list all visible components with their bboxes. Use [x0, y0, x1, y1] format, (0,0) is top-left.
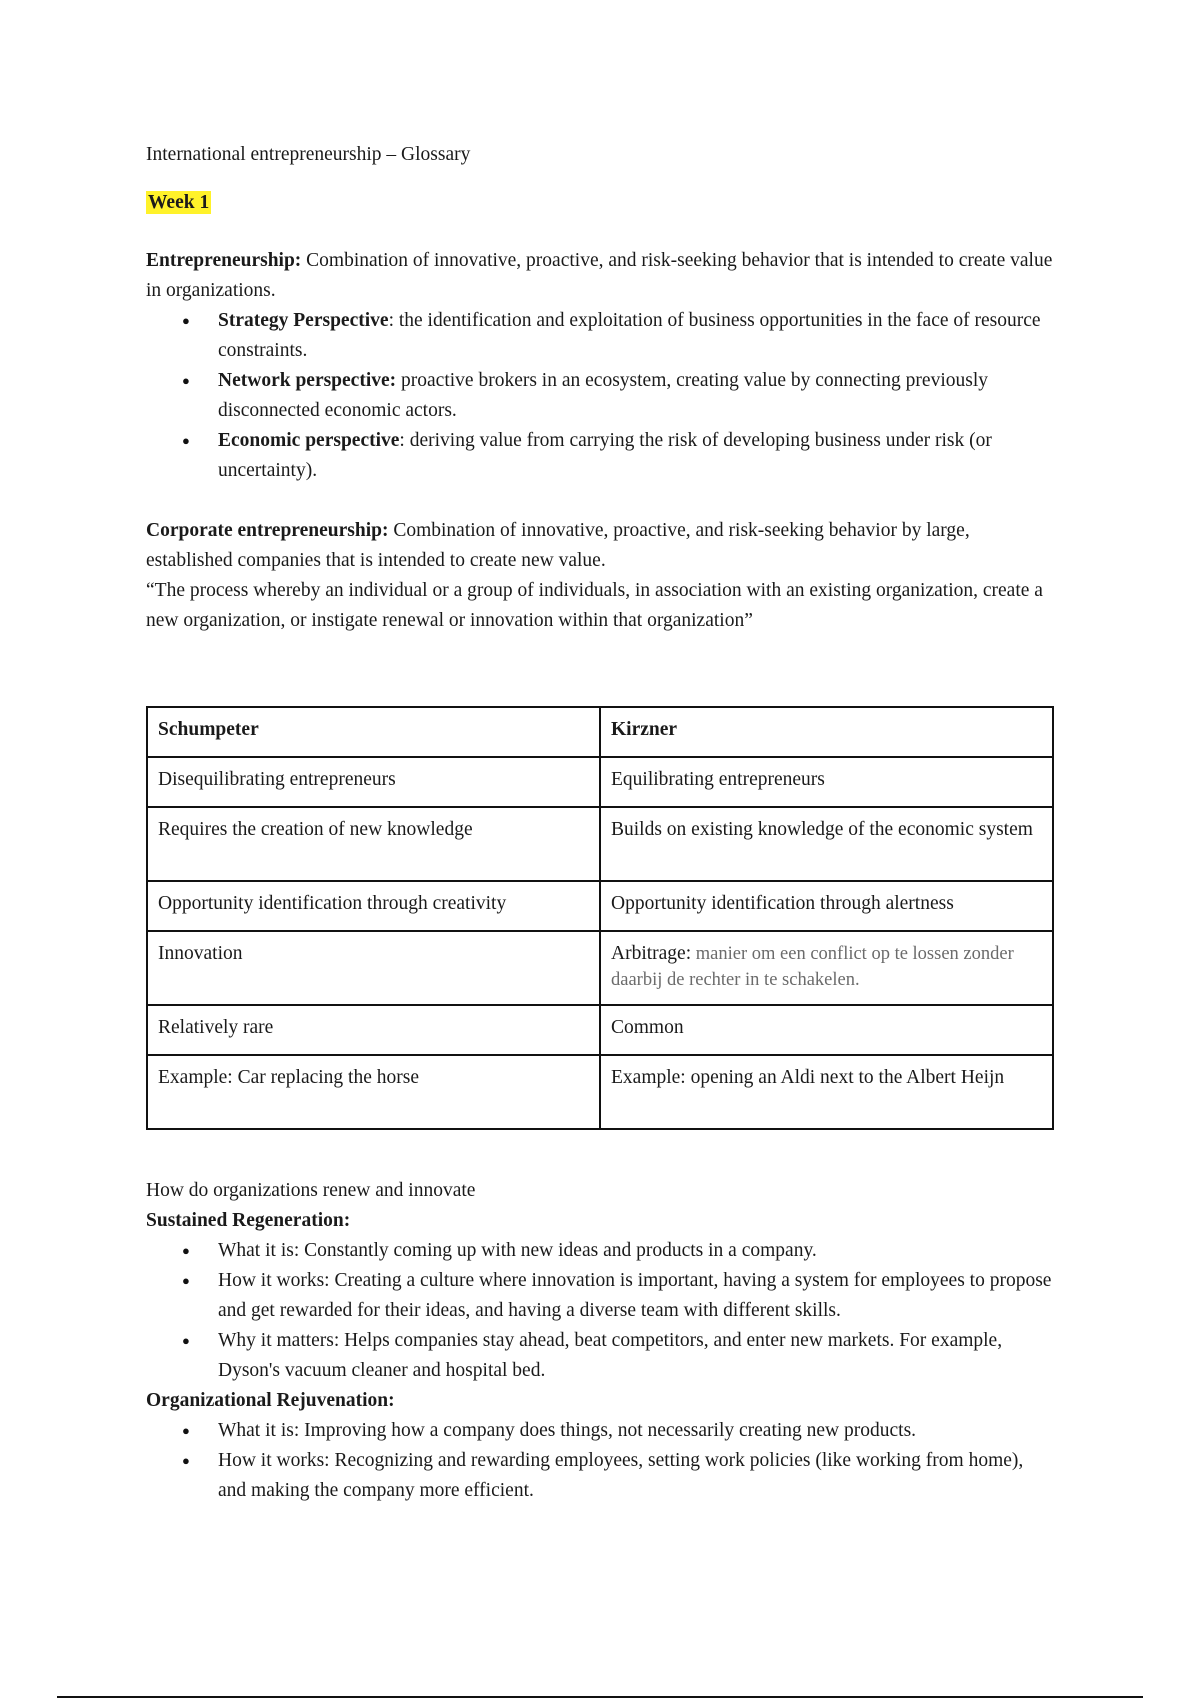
list-item	[218, 306, 1056, 366]
table-cell: Equilibrating entrepreneurs	[600, 757, 1053, 807]
footer-divider	[57, 1696, 1143, 1698]
table-cell: Innovation	[147, 931, 600, 1005]
renew-intro: How do organizations renew and innovate	[146, 1180, 476, 1201]
table-cell: Example: opening an Aldi next to the Albert Heijn	[600, 1055, 1053, 1129]
table-row	[147, 757, 1053, 807]
table-row	[147, 1005, 1053, 1055]
corporate-quote: “The process whereby an individual or a group of individuals, in association with an existing organization, create a new organization, or instigate renewal or innovation within that organization”	[146, 580, 1043, 631]
comparison-table	[146, 706, 1054, 1130]
entrepreneurship-text: Combination of innovative, proactive, and risk-seeking behavior that is intended to create value in organizations.	[146, 250, 1053, 301]
document-title: International entrepreneurship – Glossary	[146, 144, 471, 165]
week-highlight: Week 1	[148, 192, 210, 213]
week-heading	[146, 188, 1056, 218]
corporate-definition	[146, 516, 1056, 576]
arbitrage-note: manier om een conflict op te lossen zonder daarbij de rechter in te schakelen.	[611, 944, 1014, 990]
entrepreneurship-term: Entrepreneurship:	[146, 250, 302, 271]
rejuvenation-list	[146, 1416, 1056, 1506]
sustained-list	[146, 1236, 1056, 1386]
arbitrage-term: Arbitrage:	[611, 943, 692, 964]
list-item	[218, 366, 1056, 426]
document-page	[146, 140, 1056, 1506]
entrepreneurship-definition	[146, 246, 1056, 306]
table-cell: Requires the creation of new knowledge	[147, 807, 600, 881]
corporate-text: Combination of innovative, proactive, and risk-seeking behavior by large, established companies that is intended to create new value.	[146, 520, 970, 571]
bullet-term: Strategy Perspective	[218, 310, 389, 331]
list-item: ● Why it matters: Helps companies stay ahead, beat competitors, and enter new markets. For example, Dyson's vacuum cleaner and hospital bed.	[218, 1326, 1056, 1386]
table-cell: Opportunity identification through alertness	[600, 881, 1053, 931]
bullet-term: Network perspective:	[218, 370, 397, 391]
list-item: ● How it works: Recognizing and rewarding employees, setting work policies (like working from home), and making the company more efficient.	[218, 1446, 1056, 1506]
perspective-list	[146, 306, 1056, 486]
table-row	[147, 931, 1053, 1005]
bullet-text: : the identification and exploitation of business opportunities in the face of resource constraints.	[218, 310, 1041, 361]
table-header-row	[147, 707, 1053, 757]
rejuvenation-heading-text: Organizational Rejuvenation:	[146, 1390, 395, 1411]
table-cell: Opportunity identification through creativity	[147, 881, 600, 931]
table-cell: Example: Car replacing the horse	[147, 1055, 600, 1129]
table-row	[147, 1055, 1053, 1129]
table-cell: Disequilibrating entrepreneurs	[147, 757, 600, 807]
sustained-heading	[146, 1206, 1056, 1236]
table-cell: Common	[600, 1005, 1053, 1055]
table-cell: Builds on existing knowledge of the economic system	[600, 807, 1053, 881]
header-schumpeter: Schumpeter	[147, 707, 600, 757]
rejuvenation-heading	[146, 1386, 1056, 1416]
table-row	[147, 881, 1053, 931]
table-cell: Relatively rare	[147, 1005, 600, 1055]
bullet-text: : deriving value from carrying the risk of developing business under risk (or uncertainty).	[218, 430, 992, 481]
corporate-term: Corporate entrepreneurship:	[146, 520, 389, 541]
table-row	[147, 807, 1053, 881]
list-item: ● What it is: Improving how a company does things, not necessarily creating new products.	[218, 1416, 1056, 1446]
table-cell-arbitrage	[600, 931, 1053, 1005]
list-item	[218, 426, 1056, 486]
list-item: ● What it is: Constantly coming up with new ideas and products in a company.	[218, 1236, 1056, 1266]
bullet-text: proactive brokers in an ecosystem, creating value by connecting previously disconnected economic actors.	[218, 370, 989, 421]
bullet-term: Economic perspective	[218, 430, 400, 451]
sustained-heading-text: Sustained Regeneration:	[146, 1210, 351, 1231]
list-item: ● How it works: Creating a culture where innovation is important, having a system for employees to propose and get rewarded for their ideas, and having a diverse team with different skills.	[218, 1266, 1056, 1326]
header-kirzner: Kirzner	[600, 707, 1053, 757]
